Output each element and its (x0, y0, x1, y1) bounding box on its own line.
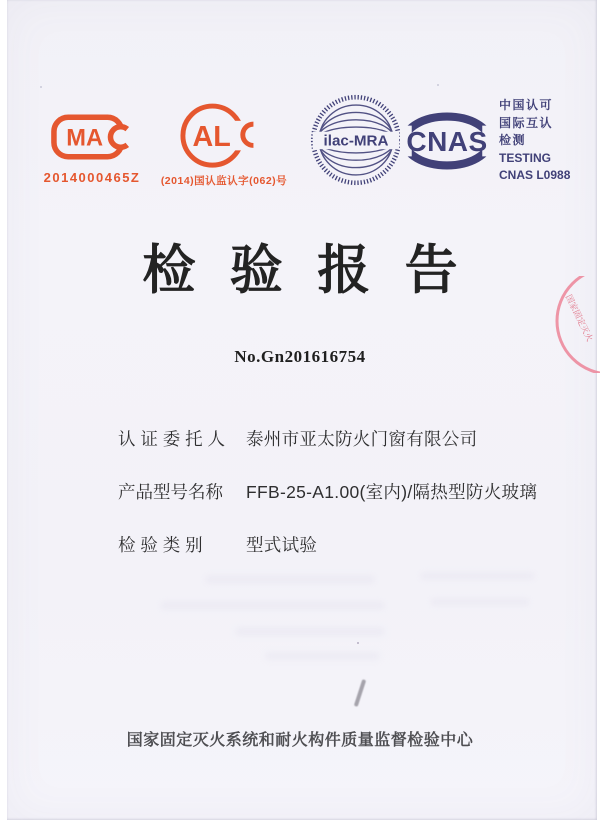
cnas-accreditation-text (499, 97, 595, 185)
scan-speck (357, 642, 359, 644)
field-row-product-model (118, 479, 578, 504)
field-value: FFB-25-A1.00(室内)/隔热型防火玻璃 (246, 482, 538, 502)
field-row-inspection-type (118, 532, 578, 557)
ilac-mra-logo (310, 94, 402, 186)
cnas-line-5: CNAS L0988 (499, 168, 571, 182)
cma-logo (50, 108, 132, 166)
seal-partial-text: 国家固定灭火 (563, 292, 596, 344)
cal-approval-number: (2014)国认监认字(062)号 (160, 175, 288, 187)
scan-speck (437, 84, 439, 86)
scan-speck (40, 86, 42, 88)
report-title: 检 验 报 告 (142, 240, 458, 301)
cnas-line-4: TESTING (499, 150, 552, 165)
field-label: 认 证 委 托 人 (118, 429, 225, 449)
field-value: 型式试验 (246, 535, 318, 555)
report-number: No.Gn201616754 (234, 347, 366, 366)
official-seal-stamp (549, 276, 600, 373)
cma-letters: MA (66, 125, 104, 152)
field-label: 检 验 类 别 (118, 535, 203, 555)
cnas-line-2: 国际互认 (499, 115, 554, 130)
cma-certificate-number: 2014000465Z (43, 170, 141, 185)
cnas-letters: CNAS (406, 125, 488, 157)
ilac-mra-label: ilac-MRA (323, 132, 389, 150)
field-label: 产品型号名称 (118, 482, 223, 502)
cnas-line-1: 中国认可 (499, 98, 554, 112)
cnas-logo (400, 111, 494, 171)
cal-letters: AL (192, 121, 231, 154)
field-row-applicant (118, 426, 578, 451)
report-fields (118, 426, 578, 585)
cal-logo (178, 101, 260, 171)
issuing-authority: 国家固定灭火系统和耐火构件质量监督检验中心 (126, 732, 474, 749)
field-value: 泰州市亚太防火门窗有限公司 (246, 429, 478, 449)
cnas-line-3: 检测 (499, 133, 527, 147)
